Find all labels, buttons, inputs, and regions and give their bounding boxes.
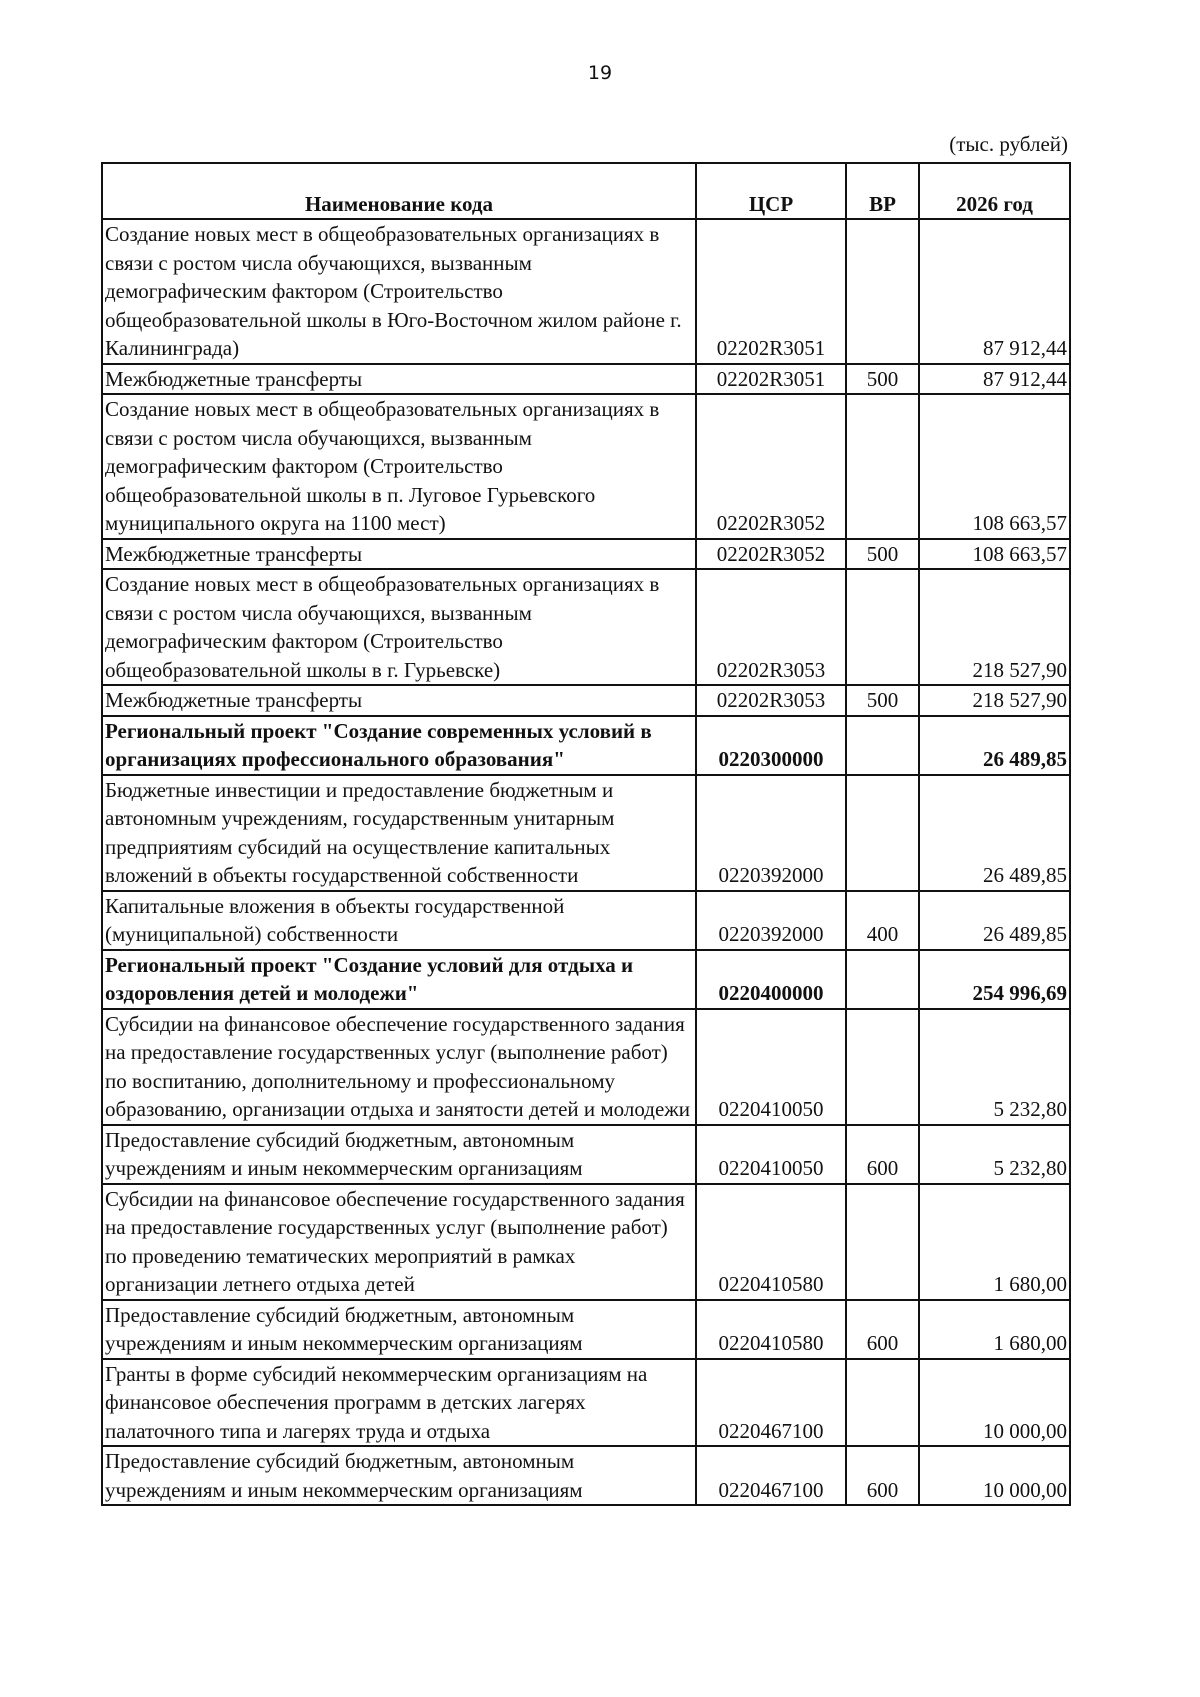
cell-csr: 02202R3052 [696,539,846,570]
table-row [102,1125,1070,1184]
cell-vr [846,394,919,539]
cell-amount: 87 912,44 [919,219,1070,364]
cell-name: Создание новых мест в общеобразовательных организациях в связи с ростом числа обучающихся, вызванным демографическим фактором (Строительство общеобразовательной школы в п. Луговое Гурьевского муниципального округа на 1100 мест) [102,394,696,539]
cell-name: Бюджетные инвестиции и предоставление бюджетным и автономным учреждениям, государственным унитарным предприятиям субсидий на осуществление капитальных вложений в объекты государственной собственности [102,775,696,891]
cell-vr [846,569,919,685]
cell-vr [846,1009,919,1125]
cell-name: Создание новых мест в общеобразовательных организациях в связи с ростом числа обучающихся, вызванным демографическим фактором (Строительство общеобразовательной школы в Юго-Восточном жилом районе г. Калининграда) [102,219,696,364]
cell-amount: 1 680,00 [919,1300,1070,1359]
cell-vr [846,219,919,364]
cell-amount: 26 489,85 [919,716,1070,775]
cell-amount: 5 232,80 [919,1125,1070,1184]
cell-amount: 1 680,00 [919,1184,1070,1300]
cell-amount: 26 489,85 [919,891,1070,950]
header-name: Наименование кода [102,163,696,219]
table-row [102,1359,1070,1447]
cell-csr: 0220467100 [696,1446,846,1505]
cell-amount: 5 232,80 [919,1009,1070,1125]
cell-csr: 0220410580 [696,1184,846,1300]
header-csr: ЦСР [696,163,846,219]
table-row [102,685,1070,716]
table-row [102,1184,1070,1300]
table-header-row [102,163,1070,219]
units-label: (тыс. рублей) [949,132,1068,156]
cell-vr: 500 [846,364,919,395]
cell-vr: 600 [846,1125,919,1184]
table-row [102,775,1070,891]
table-row [102,394,1070,539]
cell-name: Региональный проект "Создание условий для отдыха и оздоровления детей и молодежи" [102,950,696,1009]
cell-name: Гранты в форме субсидий некоммерческим организациям на финансовое обеспечения программ в детских лагерях палаточного типа и лагерях труда и отдыха [102,1359,696,1447]
cell-csr: 0220467100 [696,1359,846,1447]
page-number: 19 [587,62,613,84]
cell-csr: 0220400000 [696,950,846,1009]
table-row [102,569,1070,685]
table-row [102,1300,1070,1359]
cell-vr [846,1359,919,1447]
cell-amount: 26 489,85 [919,775,1070,891]
cell-vr [846,775,919,891]
table-row [102,1009,1070,1125]
cell-csr: 02202R3051 [696,364,846,395]
cell-name: Предоставление субсидий бюджетным, автономным учреждениям и иным некоммерческим организациям [102,1300,696,1359]
cell-amount: 254 996,69 [919,950,1070,1009]
cell-amount: 108 663,57 [919,539,1070,570]
cell-vr: 600 [846,1300,919,1359]
cell-vr: 500 [846,539,919,570]
cell-name: Межбюджетные трансферты [102,364,696,395]
table-row-project [102,950,1070,1009]
cell-csr: 02202R3053 [696,685,846,716]
cell-amount: 10 000,00 [919,1446,1070,1505]
cell-csr: 0220410050 [696,1125,846,1184]
header-amount: 2026 год [919,163,1070,219]
budget-table [101,162,1071,1506]
header-vr: ВР [846,163,919,219]
cell-amount: 218 527,90 [919,685,1070,716]
cell-amount: 87 912,44 [919,364,1070,395]
table-row [102,891,1070,950]
cell-amount: 218 527,90 [919,569,1070,685]
cell-name: Региональный проект "Создание современных условий в организациях профессионального образования" [102,716,696,775]
cell-vr: 400 [846,891,919,950]
table-row-project [102,716,1070,775]
cell-name: Предоставление субсидий бюджетным, автономным учреждениям и иным некоммерческим организациям [102,1446,696,1505]
cell-name: Предоставление субсидий бюджетным, автономным учреждениям и иным некоммерческим организациям [102,1125,696,1184]
cell-vr: 500 [846,685,919,716]
table-row [102,364,1070,395]
cell-name: Капитальные вложения в объекты государственной (муниципальной) собственности [102,891,696,950]
cell-vr: 600 [846,1446,919,1505]
cell-csr: 02202R3051 [696,219,846,364]
cell-name: Межбюджетные трансферты [102,539,696,570]
cell-name: Создание новых мест в общеобразовательных организациях в связи с ростом числа обучающихся, вызванным демографическим фактором (Строительство общеобразовательной школы в г. Гурьевске) [102,569,696,685]
cell-csr: 0220392000 [696,775,846,891]
cell-csr: 0220410050 [696,1009,846,1125]
cell-vr [846,950,919,1009]
cell-csr: 02202R3053 [696,569,846,685]
table-row [102,539,1070,570]
table-row [102,1446,1070,1505]
cell-name: Субсидии на финансовое обеспечение государственного задания на предоставление государственных услуг (выполнение работ) по проведению тематических мероприятий в рамках организации летнего отдыха детей [102,1184,696,1300]
cell-name: Межбюджетные трансферты [102,685,696,716]
cell-csr: 0220392000 [696,891,846,950]
cell-csr: 0220410580 [696,1300,846,1359]
cell-csr: 02202R3052 [696,394,846,539]
cell-vr [846,1184,919,1300]
table-row [102,219,1070,364]
cell-csr: 0220300000 [696,716,846,775]
cell-amount: 108 663,57 [919,394,1070,539]
cell-amount: 10 000,00 [919,1359,1070,1447]
cell-name: Субсидии на финансовое обеспечение государственного задания на предоставление государственных услуг (выполнение работ) по воспитанию, дополнительному и профессиональному образованию, организации отдыха и занятости детей и молодежи [102,1009,696,1125]
cell-vr [846,716,919,775]
